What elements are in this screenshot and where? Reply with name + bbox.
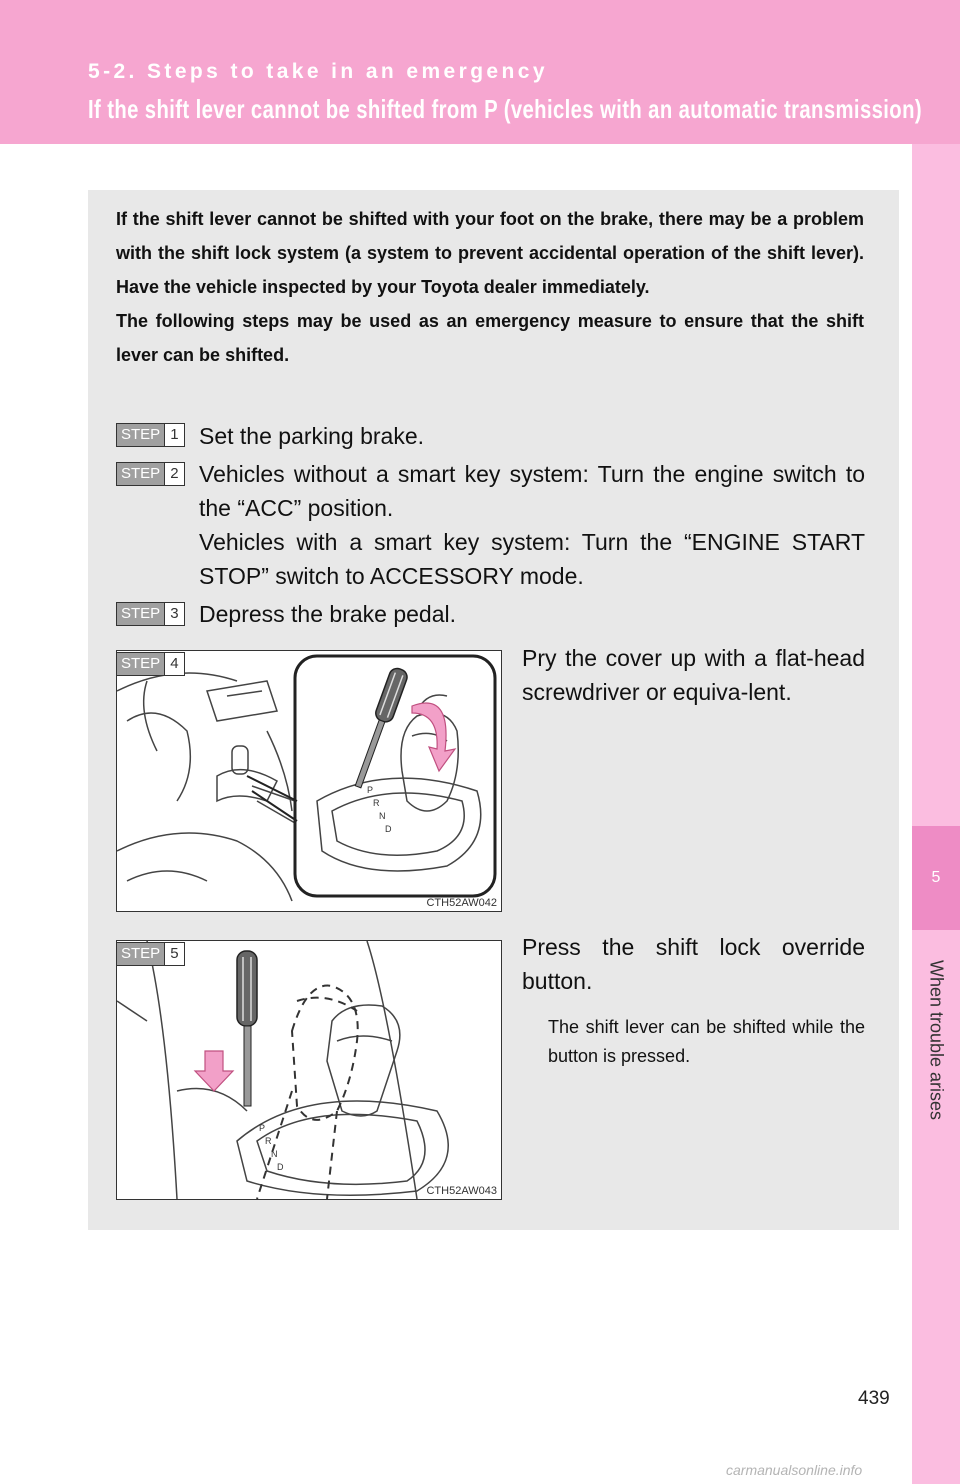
step-number: 5 — [164, 943, 183, 965]
figure-code: CTH52AW043 — [426, 1185, 497, 1197]
chapter-number-tab[interactable]: 5 — [912, 826, 960, 930]
intro-text — [116, 202, 864, 372]
press-down-arrow-icon — [195, 1051, 233, 1091]
step-number: 2 — [164, 463, 183, 485]
intro-paragraph: The following steps may be used as an emergency measure to ensure that the shift lever can be shifted. — [116, 311, 864, 365]
step-badge-5 — [116, 942, 185, 966]
svg-text:P: P — [367, 785, 374, 795]
step-4-text: Pry the cover up with a flat-head screwdriver or equiva-lent. — [522, 645, 865, 705]
intro-paragraph: If the shift lever cannot be shifted with your foot on the brake, there may be a problem with the shift lock system (a system to prevent accidental operation of the shift lever). Have the vehicle inspected by your Toyota dealer immediately. — [116, 209, 864, 297]
step-word: STEP — [117, 603, 164, 625]
svg-text:N: N — [271, 1149, 278, 1159]
step-number: 1 — [164, 424, 183, 446]
svg-text:D: D — [277, 1162, 284, 1172]
watermark: carmanualsonline.info — [726, 1462, 863, 1478]
step-badge-2 — [116, 462, 185, 486]
step-number: 3 — [164, 603, 183, 625]
page-title: If the shift lever cannot be shifted from P (vehicles with an automatic transmission) — [88, 94, 923, 124]
step-5-illustration — [116, 940, 502, 1200]
page-number: 439 — [858, 1388, 890, 1409]
svg-text:R: R — [265, 1136, 272, 1146]
svg-text:D: D — [385, 824, 392, 834]
step-badge-3 — [116, 602, 185, 626]
step-word: STEP — [117, 653, 164, 675]
figure-code: CTH52AW042 — [426, 897, 497, 909]
step-5-text: Press the shift lock override button. — [522, 934, 865, 994]
section-label: 5-2. Steps to take in an emergency — [88, 60, 548, 83]
svg-text:P: P — [259, 1123, 266, 1133]
step-1-text: Set the parking brake. — [199, 423, 425, 449]
svg-text:N: N — [379, 811, 386, 821]
step-badge-4 — [116, 652, 185, 676]
screwdriver-icon — [237, 951, 257, 1106]
step-5-note: The shift lever can be shifted while the button is pressed. — [548, 1017, 865, 1066]
step-word: STEP — [117, 943, 164, 965]
step-badge-1 — [116, 423, 185, 447]
step-3-text: Depress the brake pedal. — [199, 601, 456, 627]
shift-lock-override-illustration — [117, 941, 501, 1199]
pry-cover-illustration — [117, 651, 501, 911]
step-2-text: Vehicles without a smart key system: Turn the engine switch to the “ACC” position. — [199, 461, 865, 521]
step-word: STEP — [117, 463, 164, 485]
chapter-label: When trouble arises — [926, 959, 947, 1121]
step-word: STEP — [117, 424, 164, 446]
svg-text:R: R — [373, 798, 380, 808]
step-4-illustration — [116, 650, 502, 912]
step-number: 4 — [164, 653, 183, 675]
step-2-text-smart-key: Vehicles with a smart key system: Turn the “ENGINE START STOP” switch to ACCESSORY mode. — [199, 529, 865, 589]
chapter-side-tab — [912, 144, 960, 1484]
